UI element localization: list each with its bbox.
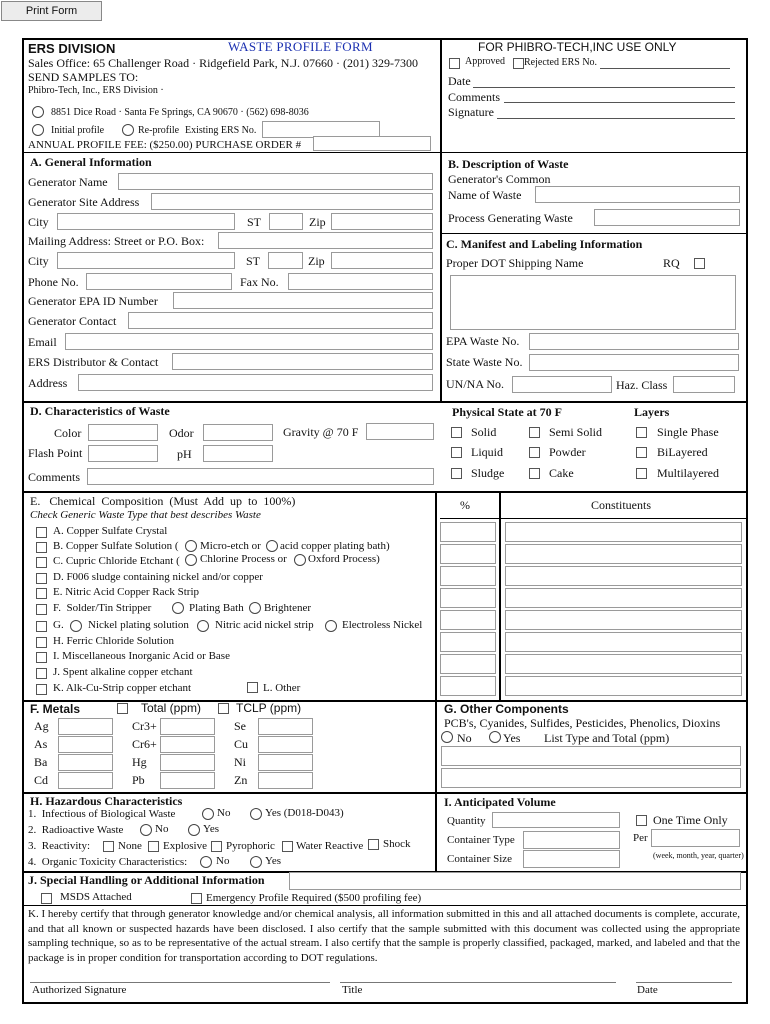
approved-label: Approved [465,56,505,67]
waste-j-checkbox[interactable] [36,668,47,679]
flash-point-input[interactable] [88,445,158,462]
comments-label: Comments [448,90,501,104]
waste-j-label: J. Spent alkaline copper etchant [53,666,193,678]
common-name-label-2: Name of Waste [448,188,522,202]
waste-d-checkbox[interactable] [36,573,47,584]
rejected-checkbox[interactable] [513,58,524,69]
waste-b-checkbox[interactable] [36,542,47,553]
haz-class-label: Haz. Class [616,378,668,392]
reactivity-shock-checkbox[interactable] [368,839,379,850]
per-label: Per [633,832,648,844]
mailing-st-input[interactable] [268,252,303,269]
micro-etch-radio[interactable] [185,540,197,552]
waste-c-checkbox[interactable] [36,557,47,568]
metal-cr3-label: Cr3+ [132,719,157,733]
state-waste-input[interactable] [529,354,739,371]
cake-label: Cake [549,466,574,480]
h-line-2-label: 2. Radioactive Waste [28,824,124,836]
metal-cr3-input[interactable] [160,718,215,735]
other-components-desc: PCB's, Cyanides, Sulfides, Pesticides, Phenolics, Dioxins [444,716,721,730]
container-type-input[interactable] [523,831,620,849]
waste-i-label: I. Miscellaneous Inorganic Acid or Base [53,650,230,662]
constituent-input[interactable] [505,566,742,586]
msds-label: MSDS Attached [60,891,132,903]
divider [440,518,748,519]
phone-label: Phone No. [28,275,79,289]
multilayered-label: Multilayered [657,466,719,480]
metal-ni-label: Ni [234,755,246,769]
section-b-title: B. Description of Waste [448,157,569,171]
chlorine-process-label: Chlorine Process or [200,553,287,565]
signature-line[interactable] [497,118,735,119]
form-title: WASTE PROFILE FORM [228,39,373,54]
section-j-title: J. Special Handling or Additional Information [28,873,265,887]
quantity-input[interactable] [492,812,620,828]
h-line-4-label: 4. Organic Toxicity Characteristics: [28,856,188,868]
mailing-zip-label: Zip [308,254,325,268]
other-list-input-1[interactable] [441,746,741,766]
metal-pb-label: Pb [132,773,145,787]
mailing-input[interactable] [218,232,433,249]
existing-ers-label: Existing ERS No. [185,125,257,136]
percent-input[interactable] [440,522,496,542]
metal-pb-input[interactable] [160,772,215,789]
waste-b-label: B. Copper Sulfate Solution ( [53,540,179,552]
waste-f-label: F. Solder/Tin Stripper [53,602,152,614]
semi-solid-checkbox[interactable] [529,427,540,438]
address-radio[interactable] [32,106,44,118]
st-input[interactable] [269,213,303,230]
waste-k-checkbox[interactable] [36,684,47,695]
micro-etch-label: Micro-etch or [200,540,261,552]
annual-fee-label: ANNUAL PROFILE FEE: ($250.00) PURCHASE ORDER # [28,139,302,151]
sales-office: Sales Office: 65 Challenger Road · Ridgefield Park, N.J. 07660 · (201) 329-7300 [28,56,419,70]
mailing-label: Mailing Address: Street or P.O. Box: [28,234,205,248]
reactivity-water-label: Water Reactive [296,840,364,852]
section-e-title: E. Chemical Composition (Must Add up to 100%) [30,494,296,508]
section-a-title: A. General Information [30,155,152,169]
section-f-title: F. Metals [30,702,81,716]
divider [22,905,748,906]
sludge-label: Sludge [471,466,505,480]
gravity-label: Gravity @ 70 F [283,425,359,439]
infectious-yes-label: Yes (D018-D043) [265,807,344,819]
distributor-input[interactable] [172,353,433,370]
date-sign-line[interactable] [636,982,732,983]
container-size-input[interactable] [523,850,620,868]
oxford-process-radio[interactable] [294,554,306,566]
metal-zn-label: Zn [234,773,248,787]
divider [22,700,748,702]
waste-h-label: H. Ferric Chloride Solution [53,635,174,647]
authorized-signature-line[interactable] [30,982,330,983]
common-name-label-1: Generator's Common [448,172,551,186]
percent-input[interactable] [440,676,496,696]
metal-ni-input[interactable] [258,754,313,771]
h-line-3-label: 3. Reactivity: [28,840,91,852]
rq-checkbox[interactable] [694,258,705,269]
single-phase-checkbox[interactable] [636,427,647,438]
contact-input[interactable] [128,312,433,329]
list-type-label: List Type and Total (ppm) [544,731,670,745]
d-comments-input[interactable] [87,468,434,485]
semi-solid-label: Semi Solid [549,425,603,439]
reactivity-pyrophoric-checkbox[interactable] [211,841,222,852]
multilayered-checkbox[interactable] [636,468,647,479]
powder-label: Powder [549,445,586,459]
reactivity-none-checkbox[interactable] [103,841,114,852]
reactivity-explosive-checkbox[interactable] [148,841,159,852]
reprofile-label: Re-profile [138,125,180,136]
pct-header: % [460,498,470,512]
toxicity-no-radio[interactable] [200,856,212,868]
acid-plating-radio[interactable] [266,540,278,552]
emergency-checkbox[interactable] [191,893,202,904]
percent-input[interactable] [440,632,496,652]
percent-input[interactable] [440,654,496,674]
total-ppm-label: Total (ppm) [141,701,202,715]
mailing-st-label: ST [246,254,261,268]
bilayered-checkbox[interactable] [636,447,647,458]
fax-input[interactable] [288,273,433,290]
sludge-checkbox[interactable] [451,468,462,479]
section-c-title: C. Manifest and Labeling Information [446,237,643,251]
metal-cu-label: Cu [234,737,249,751]
metal-as-input[interactable] [58,736,113,753]
section-h-title: H. Hazardous Characteristics [30,794,183,808]
zip-label: Zip [309,215,326,229]
process-label: Process Generating Waste [448,211,573,225]
container-type-label: Container Type [447,834,515,846]
state-waste-label: State Waste No. [446,355,523,369]
date-line[interactable] [473,87,735,88]
fax-label: Fax No. [240,275,279,289]
ph-label: pH [177,447,192,461]
city-label: City [28,215,49,229]
oxford-process-label: Oxford Process) [308,553,380,565]
divider [22,152,748,153]
mailing-city-label: City [28,254,49,268]
un-na-label: UN/NA No. [446,377,505,391]
zip-input[interactable] [331,213,433,230]
process-input[interactable] [594,209,740,226]
odor-label: Odor [169,426,194,440]
sign-date-label: Date [637,984,658,996]
waste-a-label: A. Copper Sulfate Crystal [53,525,168,537]
initial-profile-radio[interactable] [32,124,44,136]
cake-checkbox[interactable] [529,468,540,479]
section-g-title: G. Other Components [444,702,569,716]
toxicity-yes-radio[interactable] [250,856,262,868]
quantity-label: Quantity [447,815,486,827]
generator-name-label: Generator Name [28,175,108,189]
divider [499,491,501,700]
constituent-input[interactable] [505,676,742,696]
generator-site-label: Generator Site Address [28,195,140,209]
container-size-label: Container Size [447,853,513,865]
divider [22,491,748,493]
epa-waste-label: EPA Waste No. [446,334,520,348]
metal-hg-input[interactable] [160,754,215,771]
epa-id-input[interactable] [173,292,433,309]
percent-input[interactable] [440,588,496,608]
purchase-order-input[interactable] [313,136,431,151]
plating-bath-radio[interactable] [172,602,184,614]
percent-input[interactable] [440,544,496,564]
waste-d-label: D. F006 sludge containing nickel and/or copper [53,571,263,583]
waste-c-label: C. Cupric Chloride Etchant ( [53,555,180,567]
generator-name-input[interactable] [118,173,433,190]
total-ppm-checkbox[interactable] [117,703,128,714]
solid-label: Solid [471,425,497,439]
special-handling-input[interactable] [289,872,741,890]
divider [435,491,437,700]
city-input[interactable] [57,213,235,230]
comments-line[interactable] [504,102,735,103]
st-label: ST [247,215,262,229]
gravity-input[interactable] [366,423,434,440]
nitric-nickel-label: Nitric acid nickel strip [215,619,314,631]
rejected-label: Rejected ERS No. [524,57,598,68]
title-line[interactable] [340,982,616,983]
approved-checkbox[interactable] [449,58,460,69]
tclp-ppm-label: TCLP (ppm) [236,701,302,715]
constituent-input[interactable] [505,522,742,542]
metal-cr6-input[interactable] [160,736,215,753]
reactivity-none-label: None [118,840,142,852]
un-na-input[interactable] [512,376,612,393]
chlorine-process-radio[interactable] [185,554,197,566]
plating-bath-label: Plating Bath [189,602,244,614]
address-label: Address [28,376,68,390]
metal-se-input[interactable] [258,718,313,735]
divider [435,700,437,792]
division-title: ERS DIVISION [28,41,116,56]
authorized-signature-label: Authorized Signature [32,984,127,996]
constituent-input[interactable] [505,610,742,630]
color-label: Color [54,426,82,440]
metal-ag-input[interactable] [58,718,113,735]
brightener-radio[interactable] [249,602,261,614]
nickel-plating-radio[interactable] [70,620,82,632]
flash-point-label: Flash Point [28,446,83,460]
epa-id-label: Generator EPA ID Number [28,294,158,308]
metal-ba-label: Ba [34,755,48,769]
date-label: Date [448,74,471,88]
ph-input[interactable] [203,445,273,462]
msds-checkbox[interactable] [41,893,52,904]
waste-k-label: K. Alk-Cu-Strip copper etchant [53,682,192,694]
reactivity-explosive-label: Explosive [163,840,207,852]
physical-state-title: Physical State at 70 F [452,405,562,419]
divider [440,38,442,401]
use-only-title: FOR PHIBRO-TECH,INC USE ONLY [478,40,677,54]
powder-checkbox[interactable] [529,447,540,458]
odor-input[interactable] [203,424,273,441]
other-no-radio[interactable] [441,731,453,743]
waste-g-label: G. [53,619,64,631]
tclp-ppm-checkbox[interactable] [218,703,229,714]
waste-e-checkbox[interactable] [36,588,47,599]
haz-class-input[interactable] [673,376,735,393]
waste-l-label: L. Other [263,682,301,694]
nitric-nickel-radio[interactable] [197,620,209,632]
bilayered-label: BiLayered [657,445,708,459]
print-form-button[interactable]: Print Form [1,1,102,21]
other-list-input-2[interactable] [441,768,741,788]
radioactive-no-label: No [155,823,169,835]
other-yes-label: Yes [503,731,521,745]
nickel-plating-label: Nickel plating solution [88,619,189,631]
section-i-title: I. Anticipated Volume [444,795,556,809]
d-comments-label: Comments [28,470,81,484]
phone-input[interactable] [86,273,232,290]
waste-g-checkbox[interactable] [36,621,47,632]
address-input[interactable] [78,374,433,391]
metal-cd-label: Cd [34,773,49,787]
toxicity-yes-label: Yes [265,855,282,867]
metal-ba-input[interactable] [58,754,113,771]
solid-checkbox[interactable] [451,427,462,438]
emergency-label: Emergency Profile Required ($500 profiling fee) [206,892,422,904]
liquid-label: Liquid [471,445,503,459]
one-time-checkbox[interactable] [636,815,647,826]
divider [22,401,748,403]
metal-as-label: As [34,737,48,751]
dot-label: Proper DOT Shipping Name [446,256,584,270]
waste-i-checkbox[interactable] [36,652,47,663]
layers-title: Layers [634,405,670,419]
reactivity-shock-label: Shock [383,838,411,850]
waste-a-checkbox[interactable] [36,527,47,538]
phibro-line: Phibro-Tech, Inc., ERS Division · [28,85,164,96]
radioactive-no-radio[interactable] [140,824,152,836]
radioactive-yes-label: Yes [203,823,220,835]
toxicity-no-label: No [216,855,230,867]
h-line-1-label: 1. Infectious of Biological Waste [28,808,176,820]
reactivity-water-checkbox[interactable] [282,841,293,852]
infectious-no-label: No [217,807,231,819]
electroless-nickel-radio[interactable] [325,620,337,632]
mailing-zip-input[interactable] [331,252,433,269]
waste-l-checkbox[interactable] [247,682,258,693]
constituent-input[interactable] [505,632,742,652]
electroless-nickel-label: Electroless Nickel [342,619,423,631]
constituent-input[interactable] [505,654,742,674]
send-samples: SEND SAMPLES TO: [28,70,139,84]
constituent-input[interactable] [505,588,742,608]
signature-label: Signature [448,105,494,119]
waste-h-checkbox[interactable] [36,637,47,648]
common-name-input[interactable] [535,186,740,203]
epa-waste-input[interactable] [529,333,739,350]
metal-hg-label: Hg [132,755,147,769]
constituent-input[interactable] [505,544,742,564]
mailing-city-input[interactable] [57,252,235,269]
per-input[interactable] [651,829,740,847]
metal-ag-label: Ag [34,719,49,733]
certification-text: K. I hereby certify that through generator knowledge and/or chemical analysis, all information submitted in this and all attached documents is complete, accurate, and that all known or suspected hazards have been disclosed. I also certify that the sample submitted with this document was collected using the appropriate sampling technique, so as to be representative of the actual stream. I also certify that the sample is properly classified, packaged, marked, and labeled and that the package is in proper condition for transportation according to DOT regulations. [28,908,740,964]
infectious-yes-radio[interactable] [250,808,262,820]
radioactive-yes-radio[interactable] [188,824,200,836]
address-option: 8851 Dice Road · Santa Fe Springs, CA 90670 · (562) 698-8036 [51,107,309,118]
metal-cu-input[interactable] [258,736,313,753]
divider [440,233,748,234]
infectious-no-radio[interactable] [202,808,214,820]
email-input[interactable] [65,333,433,350]
generator-site-input[interactable] [151,193,433,210]
color-input[interactable] [88,424,158,441]
liquid-checkbox[interactable] [451,447,462,458]
contact-label: Generator Contact [28,314,117,328]
other-no-label: No [457,731,472,745]
ers-no-line[interactable] [600,68,730,69]
dot-name-input[interactable] [450,275,736,330]
metal-se-label: Se [234,719,246,733]
percent-input[interactable] [440,566,496,586]
distributor-label: ERS Distributor & Contact [28,355,159,369]
waste-f-checkbox[interactable] [36,604,47,615]
other-yes-radio[interactable] [489,731,501,743]
email-label: Email [28,335,57,349]
acid-plating-label: acid copper plating bath) [280,540,390,552]
reprofile-radio[interactable] [122,124,134,136]
section-d-title: D. Characteristics of Waste [30,404,170,418]
constituents-header: Constituents [591,498,652,512]
metal-cd-input[interactable] [58,772,113,789]
title-label: Title [342,984,363,996]
section-e-subtitle: Check Generic Waste Type that best describes Waste [30,509,261,521]
reactivity-pyrophoric-label: Pyrophoric [226,840,275,852]
metal-zn-input[interactable] [258,772,313,789]
percent-input[interactable] [440,610,496,630]
waste-e-label: E. Nitric Acid Copper Rack Strip [53,586,200,598]
divider [435,792,437,871]
period-hint: (week, month, year, quarter) [653,851,744,860]
metal-cr6-label: Cr6+ [132,737,157,751]
brightener-label: Brightener [264,602,312,614]
one-time-label: One Time Only [653,813,728,827]
rq-label: RQ [663,256,680,270]
single-phase-label: Single Phase [657,425,719,439]
initial-profile-label: Initial profile [51,125,105,136]
